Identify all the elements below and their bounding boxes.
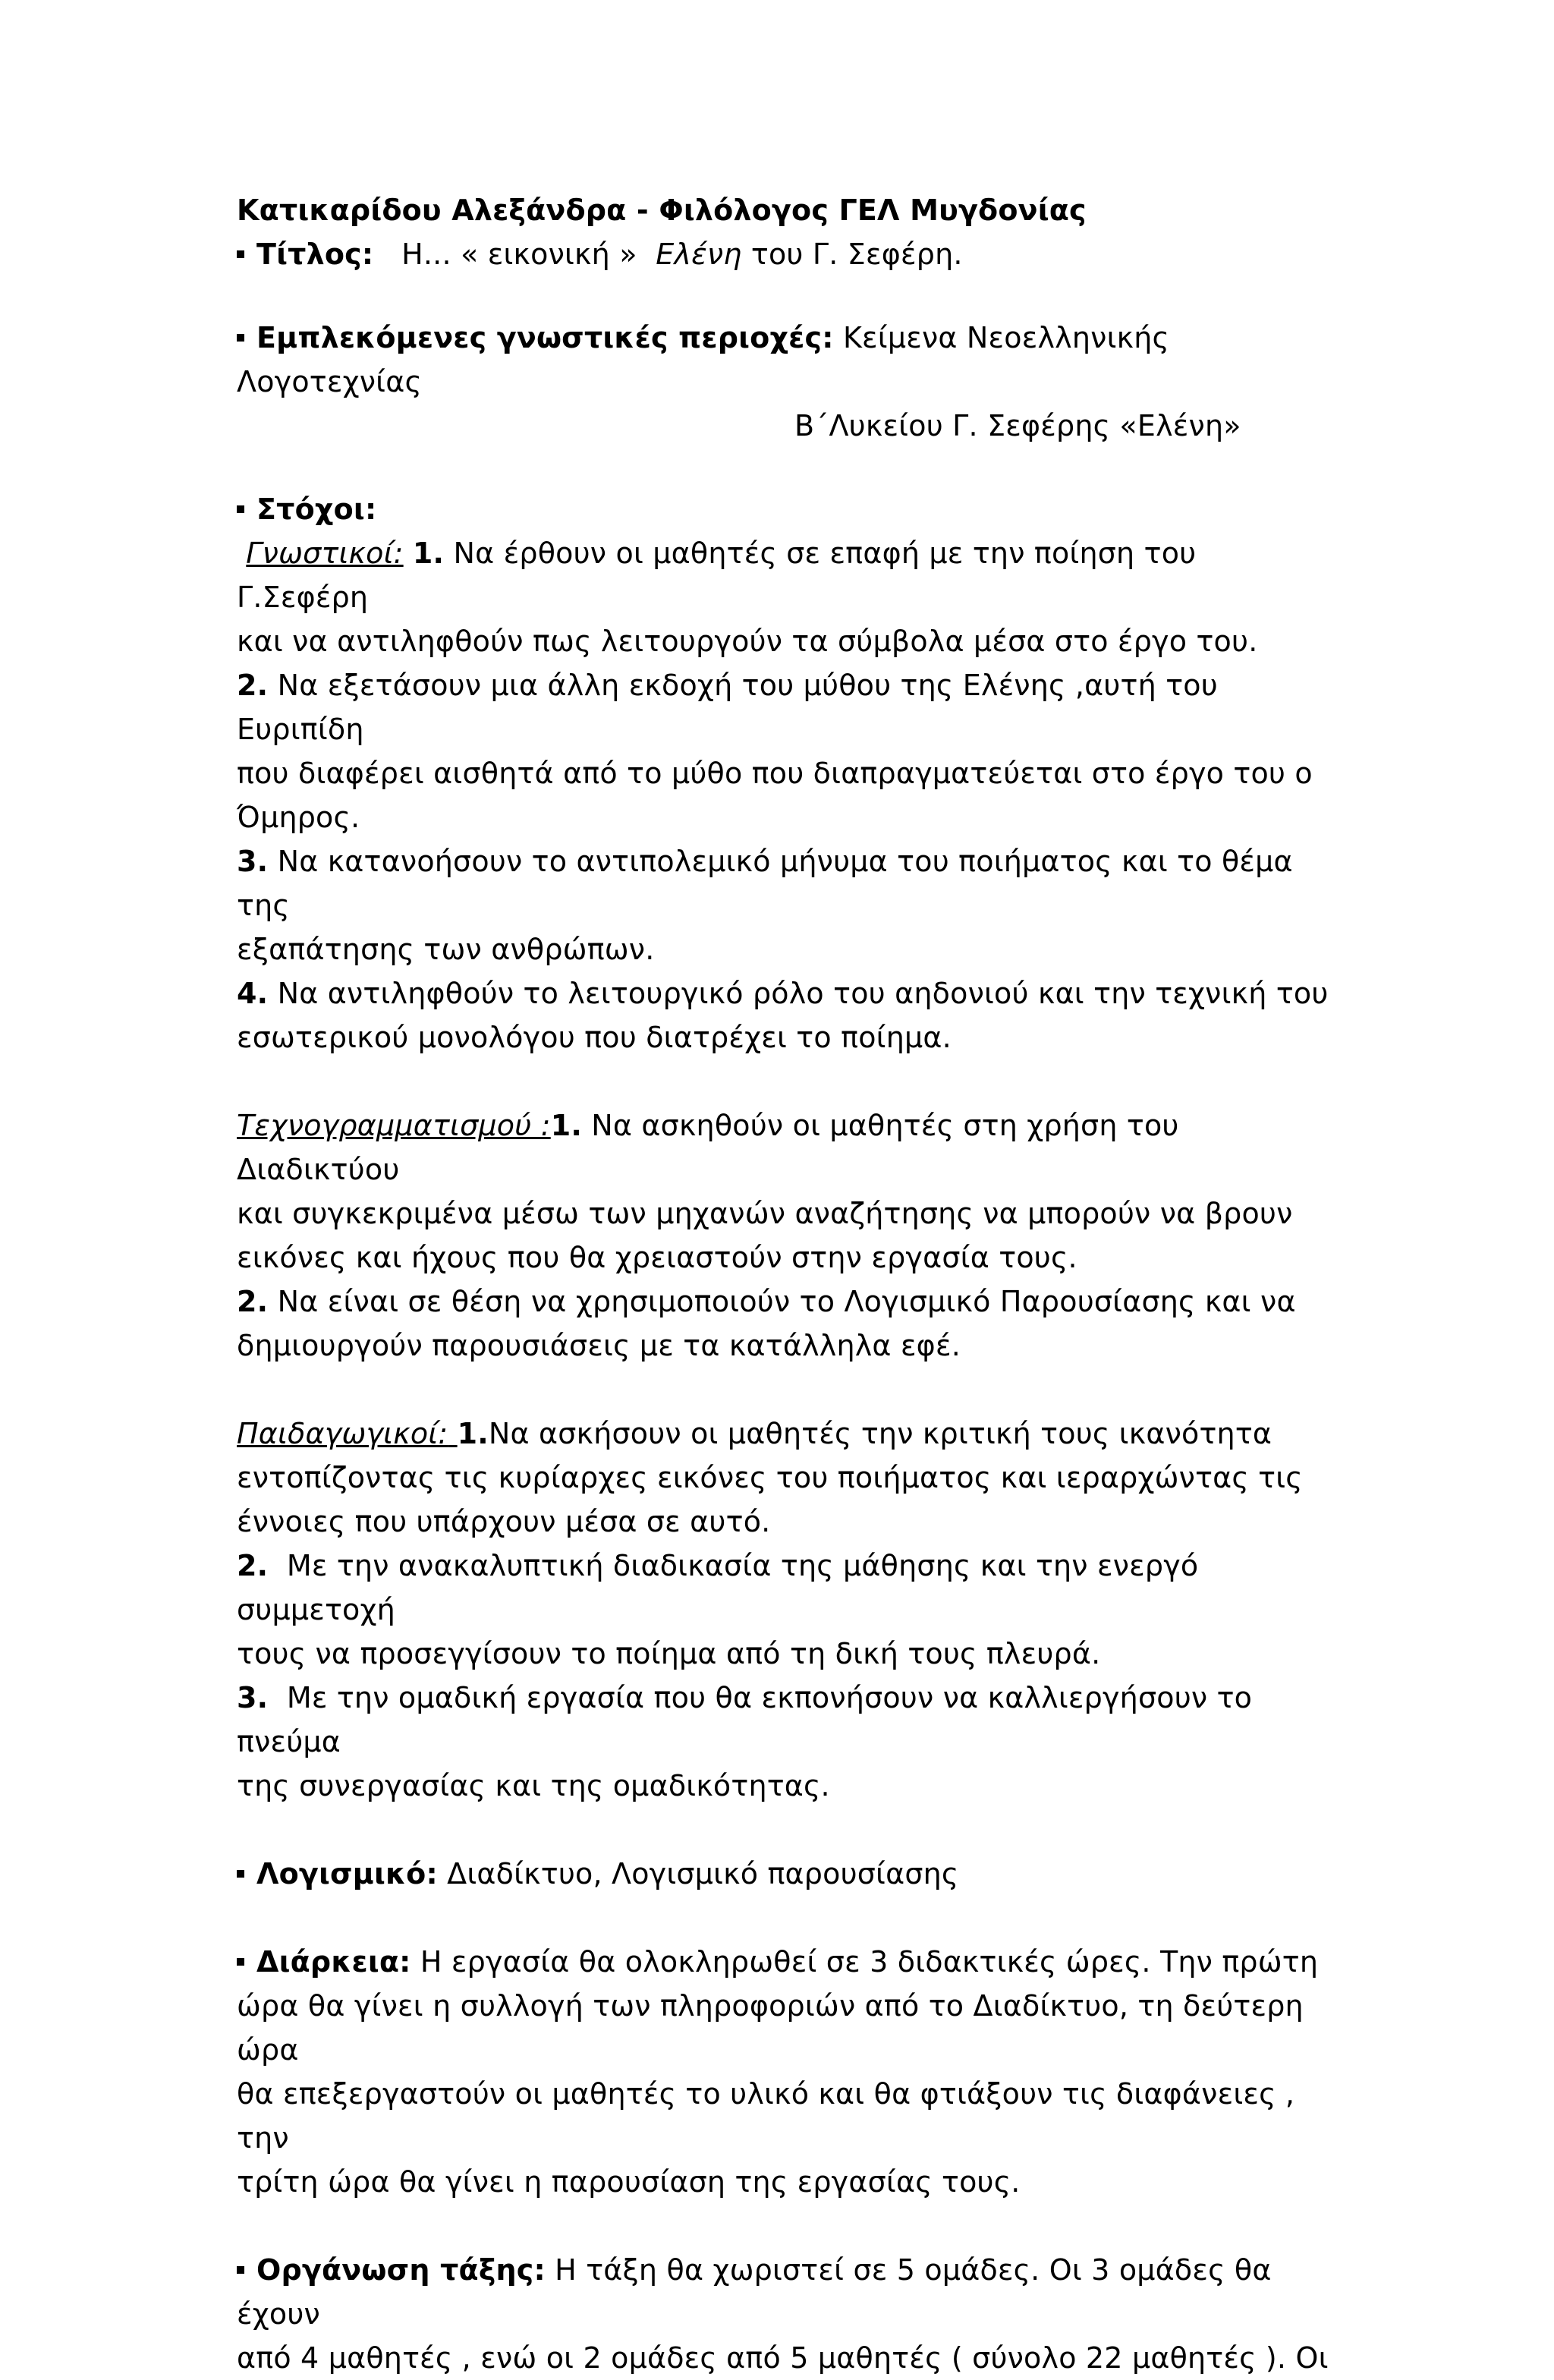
- tech-item-2-cont: δημιουργούν παρουσιάσεις με τα κατάλληλα εφέ.: [237, 1329, 961, 1362]
- pedagogical-item-1: Παιδαγωγικοί: 1.Να ασκήσουν οι μαθητές την κριτική τους ικανότητα: [237, 1417, 1272, 1450]
- areas-label: Εμπλεκόμενες γνωστικές περιοχές:: [256, 321, 834, 354]
- duration-line3: θα επεξεργαστούν οι μαθητές το υλικό και θα φτιάξουν τις διαφάνειες , την: [237, 2077, 1295, 2155]
- title-text-before: Η... « εικονική »: [401, 238, 637, 271]
- cognitive-item-2-cont2: Όμηρος.: [237, 801, 360, 834]
- bullet-icon: [237, 1870, 244, 1878]
- areas-line1: Κείμενα Νεοελληνικής Λογοτεχνίας: [237, 321, 1170, 398]
- goals-label: Στόχοι:: [256, 493, 377, 526]
- organization-line2: από 4 μαθητές , ενώ οι 2 ομάδες από 5 μαθητές ( σύνολο 22 μαθητές ). Οι: [237, 2341, 1329, 2375]
- author-header: Κατικαρίδου Αλεξάνδρα - Φιλόλογος ΓΕΛ Μυγδονίας: [237, 194, 1087, 227]
- bullet-icon: [237, 1958, 244, 1966]
- title-label: Τίτλος:: [256, 238, 374, 271]
- bullet-icon: [237, 334, 244, 342]
- document-content: [237, 188, 1329, 2380]
- organization-label: Οργάνωση τάξης:: [256, 2253, 546, 2287]
- pedagogical-item-1-cont2: έννοιες που υπάρχουν μέσα σε αυτό.: [237, 1505, 771, 1538]
- cognitive-item-1: Γνωστικοί: 1. Να έρθουν οι μαθητές σε επαφή με την ποίηση του Γ.Σεφέρη: [237, 537, 1197, 614]
- cognitive-item-3: 3. Να κατανοήσουν το αντιπολεμικό μήνυμα του ποιήματος και το θέμα της: [237, 845, 1293, 922]
- goals-row: [237, 487, 1329, 531]
- title-text-after: του Γ. Σεφέρη.: [750, 238, 963, 271]
- pedagogical-item-3: 3. Με την ομαδική εργασία που θα εκπονήσουν να καλλιεργήσουν το πνεύμα: [237, 1681, 1253, 1758]
- tech-item-2: 2. Να είναι σε θέση να χρησιμοποιούν το Λογισμικό Παρουσίασης και να: [237, 1285, 1296, 1318]
- duration-row: Διάρκεια: Η εργασία θα ολοκληρωθεί σε 3 διδακτικές ώρες. Την πρώτη: [237, 1940, 1329, 1984]
- pedagogical-item-2-cont: τους να προσεγγίσουν το ποίημα από τη δική τους πλευρά.: [237, 1637, 1101, 1670]
- areas-row: [237, 316, 1329, 404]
- duration-label: Διάρκεια:: [256, 1945, 411, 1979]
- tech-item-1-cont: και συγκεκριμένα μέσω των μηχανών αναζήτησης να μπορούν να βρουν: [237, 1197, 1293, 1230]
- bullet-icon: [237, 505, 244, 513]
- software-text: Διαδίκτυο, Λογισμικό παρουσίασης: [447, 1857, 959, 1890]
- tech-item-1: Τεχνογραμματισμού :1. Να ασκηθούν οι μαθητές στη χρήση του Διαδικτύου: [237, 1109, 1179, 1186]
- cognitive-item-4-cont: εσωτερικού μονολόγου που διατρέχει το ποίημα.: [237, 1021, 952, 1054]
- cognitive-item-3-cont: εξαπάτησης των ανθρώπων.: [237, 933, 655, 966]
- software-label: Λογισμικό:: [256, 1857, 438, 1890]
- cognitive-item-2-cont: που διαφέρει αισθητά από το μύθο που διαπραγματεύεται στο έργο του ο: [237, 757, 1313, 790]
- cognitive-item-4: 4. Να αντιληφθούν το λειτουργικό ρόλο του αηδονιού και την τεχνική του: [237, 977, 1329, 1010]
- organization-row: Οργάνωση τάξης: Η τάξη θα χωριστεί σε 5 ομάδες. Οι 3 ομάδες θα έχουν: [237, 2253, 1272, 2331]
- cognitive-label: Γνωστικοί:: [246, 537, 404, 570]
- cognitive-item-2: 2. Να εξετάσουν μια άλλη εκδοχή του μύθου της Ελένης ,αυτή του Ευριπίδη: [237, 669, 1218, 746]
- pedagogical-item-2: 2. Με την ανακαλυπτική διαδικασία της μάθησης και την ενεργό συμμετοχή: [237, 1549, 1199, 1626]
- pedagogical-label: Παιδαγωγικοί:: [237, 1417, 448, 1450]
- cognitive-item-1-cont: και να αντιληφθούν πως λειτουργούν τα σύμβολα μέσα στο έργο του.: [237, 625, 1258, 658]
- pedagogical-item-3-cont: της συνεργασίας και της ομαδικότητας.: [237, 1769, 830, 1802]
- duration-line4: τρίτη ώρα θα γίνει η παρουσίαση της εργασίας τους.: [237, 2165, 1021, 2199]
- areas-line2: Β΄Λυκείου Γ. Σεφέρης «Ελένη»: [794, 409, 1241, 442]
- tech-label: Τεχνογραμματισμού :: [237, 1109, 551, 1142]
- bullet-icon: [237, 2266, 244, 2274]
- pedagogical-item-1-cont: εντοπίζοντας τις κυρίαρχες εικόνες του ποιήματος και ιεραρχώντας τις: [237, 1461, 1303, 1494]
- title-row: [237, 232, 1329, 276]
- tech-item-1-cont2: εικόνες και ήχους που θα χρειαστούν στην εργασία τους.: [237, 1241, 1077, 1274]
- bullet-icon: [237, 250, 244, 258]
- software-row: [237, 1852, 1329, 1896]
- duration-line2: ώρα θα γίνει η συλλογή των πληροφοριών από το Διαδίκτυο, τη δεύτερη ώρα: [237, 1989, 1304, 2067]
- title-italic: Ελένη: [656, 238, 742, 271]
